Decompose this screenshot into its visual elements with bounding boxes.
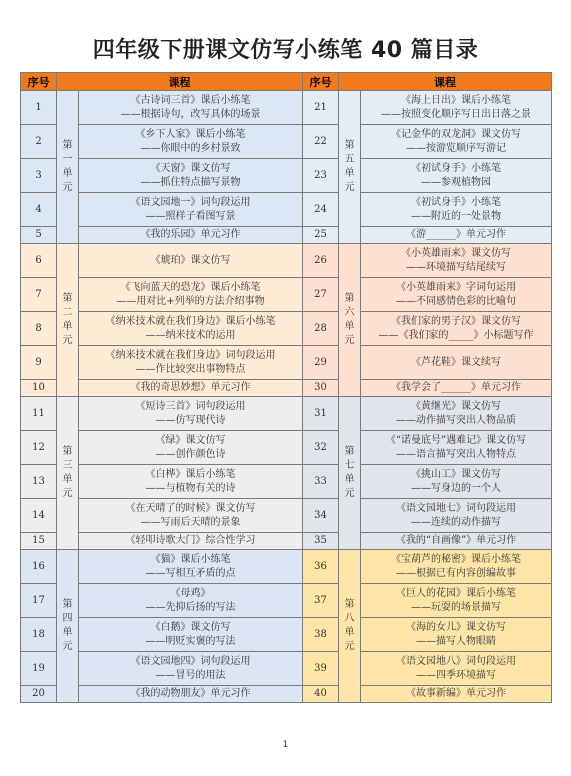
course-cell-left <box>79 533 303 550</box>
header-course-left: 课程 <box>57 73 303 91</box>
course-cell-right <box>361 465 552 499</box>
course-line: ——参观植物园 <box>421 176 491 188</box>
course-line: 《记金华的双龙洞》课文仿写 <box>391 128 521 140</box>
course-line: ——照样子看图写景 <box>145 210 236 222</box>
header-num-right: 序号 <box>303 73 339 91</box>
course-cell-right <box>361 125 552 159</box>
row-number: 19 <box>21 652 57 686</box>
course-line: ——写身边的一个人 <box>411 482 501 494</box>
table-row <box>21 159 552 193</box>
course-line: ——创作颜色诗 <box>155 448 226 460</box>
course-line: 《飞向蓝天的恐龙》课后小练笔 <box>120 281 261 293</box>
course-line: ——按照变化顺序写日出日落之景 <box>381 108 531 120</box>
table-row <box>21 193 552 227</box>
course-line: ——根据已有内容创编故事 <box>396 567 516 579</box>
course-cell-left <box>79 397 303 431</box>
table-row <box>21 533 552 550</box>
row-number: 11 <box>21 397 57 431</box>
row-number: 38 <box>303 618 339 652</box>
course-cell-right <box>361 584 552 618</box>
course-cell-left <box>79 346 303 380</box>
page-number: 1 <box>282 740 289 750</box>
table-row <box>21 618 552 652</box>
unit-label <box>57 244 79 397</box>
table-row <box>21 686 552 703</box>
row-number: 17 <box>21 584 57 618</box>
course-line: 《琥珀》课文仿写 <box>150 254 231 266</box>
unit-label-text: 第三单元 <box>62 446 73 499</box>
course-line: 《古诗词三首》课后小练笔 <box>130 94 251 106</box>
row-number: 4 <box>21 193 57 227</box>
course-line: 《“诺曼底号”遇难记》课文仿写 <box>385 434 527 446</box>
course-line: 《我们家的男子汉》课文仿写 <box>391 315 521 327</box>
row-number: 25 <box>303 227 339 244</box>
unit-label <box>339 397 361 550</box>
unit-label-text: 第一单元 <box>62 140 73 193</box>
course-line: 《我的乐园》单元习作 <box>140 229 241 240</box>
course-line: ——抓住特点描写景物 <box>140 176 241 188</box>
row-number: 6 <box>21 244 57 278</box>
course-line: ——先抑后扬的写法 <box>145 601 236 613</box>
course-line: ——连续的动作描写 <box>411 516 501 528</box>
course-line: 《在天晴了的时候》课文仿写 <box>125 502 256 514</box>
course-line: 《白鹅》课文仿写 <box>150 621 231 633</box>
row-number: 33 <box>303 465 339 499</box>
course-line: 《绿》课文仿写 <box>155 434 226 446</box>
course-line: ——四季环境描写 <box>416 669 496 681</box>
course-line: 《纳米技术就在我们身边》课后小练笔 <box>105 315 276 327</box>
course-line: ——用对比+列举的方法介绍事物 <box>116 295 265 307</box>
course-line: ——语言描写突出人物特点 <box>396 448 516 460</box>
course-line: ——描写人物眼睛 <box>416 635 496 647</box>
header-num-left: 序号 <box>21 73 57 91</box>
table-row <box>21 227 552 244</box>
course-line: 《初试身手》小练笔 <box>411 162 501 174</box>
course-line: ——你眼中的乡村景致 <box>140 142 241 154</box>
table-row <box>21 91 552 125</box>
unit-label <box>57 91 79 244</box>
table-row <box>21 465 552 499</box>
course-line: 《小英雄雨来》课文仿写 <box>401 247 511 259</box>
course-line: 《语文园地八》词句段运用 <box>396 655 516 667</box>
row-number: 5 <box>21 227 57 244</box>
table-row <box>21 380 552 397</box>
course-line: 《初试身手》小练笔 <box>411 196 501 208</box>
course-cell-left <box>79 125 303 159</box>
course-line: 《天窗》课文仿写 <box>150 162 231 174</box>
course-cell-right <box>361 652 552 686</box>
course-line: 《语文园地一》词句段运用 <box>130 196 251 208</box>
row-number: 21 <box>303 91 339 125</box>
course-line: 《语文园地四》词句段运用 <box>130 655 251 667</box>
table-row <box>21 397 552 431</box>
unit-label <box>57 550 79 703</box>
course-cell-right <box>361 686 552 703</box>
row-number: 30 <box>303 380 339 397</box>
course-line: 《轻叩诗歌大门》综合性学习 <box>125 535 256 546</box>
course-cell-right <box>361 91 552 125</box>
course-cell-right <box>361 397 552 431</box>
row-number: 28 <box>303 312 339 346</box>
course-cell-left <box>79 584 303 618</box>
course-cell-left <box>79 652 303 686</box>
course-cell-right <box>361 618 552 652</box>
course-line: 《我的动物朋友》单元习作 <box>130 688 251 699</box>
unit-label-text: 第四单元 <box>62 599 73 652</box>
course-line: 《我学会了______》单元习作 <box>391 382 521 393</box>
table-row <box>21 278 552 312</box>
course-cell-right <box>361 533 552 550</box>
course-cell-right <box>361 431 552 465</box>
course-cell-left <box>79 618 303 652</box>
course-line: 《巨人的花园》课后小练笔 <box>396 587 516 599</box>
table-row <box>21 125 552 159</box>
row-number: 22 <box>303 125 339 159</box>
row-number: 40 <box>303 686 339 703</box>
course-line: 《宝葫芦的秘密》课后小练笔 <box>391 553 521 565</box>
course-cell-right <box>361 227 552 244</box>
row-number: 36 <box>303 550 339 584</box>
unit-label <box>339 244 361 397</box>
course-line: ——动作描写突出人物品质 <box>396 414 516 426</box>
course-line: ——根据诗句，改写具体的场景 <box>120 108 261 120</box>
course-cell-left <box>79 465 303 499</box>
course-line: ——按游览顺序写游记 <box>406 142 506 154</box>
course-cell-left <box>79 380 303 397</box>
toc-table <box>20 72 552 703</box>
row-number: 10 <box>21 380 57 397</box>
row-number: 37 <box>303 584 339 618</box>
course-cell-left <box>79 159 303 193</box>
course-line: ——玩耍的场景描写 <box>411 601 501 613</box>
header-course-right: 课程 <box>339 73 552 91</box>
course-cell-right <box>361 312 552 346</box>
course-cell-left <box>79 193 303 227</box>
row-number: 20 <box>21 686 57 703</box>
course-cell-right <box>361 380 552 397</box>
course-cell-left <box>79 227 303 244</box>
course-cell-left <box>79 686 303 703</box>
course-line: 《小英雄雨来》字词句运用 <box>396 281 516 293</box>
table-row <box>21 550 552 584</box>
course-line: ——不同感情色彩的比喻句 <box>396 295 516 307</box>
row-number: 39 <box>303 652 339 686</box>
row-number: 29 <box>303 346 339 380</box>
table-row <box>21 244 552 278</box>
unit-label-text: 第五单元 <box>344 140 355 193</box>
course-line: ——冒号的用法 <box>155 669 226 681</box>
row-number: 18 <box>21 618 57 652</box>
row-number: 2 <box>21 125 57 159</box>
course-line: ——《我们家的_____》小标题写作 <box>378 329 534 341</box>
course-cell-right <box>361 193 552 227</box>
course-line: ——仿写现代诗 <box>155 414 226 426</box>
course-cell-right <box>361 244 552 278</box>
course-line: 《我的奇思妙想》单元习作 <box>130 382 251 393</box>
course-line: 《海上日出》课后小练笔 <box>401 94 511 106</box>
course-line: 《故事新编》单元习作 <box>406 688 506 699</box>
table-row <box>21 584 552 618</box>
row-number: 13 <box>21 465 57 499</box>
course-cell-right <box>361 499 552 533</box>
course-cell-right <box>361 550 552 584</box>
row-number: 1 <box>21 91 57 125</box>
course-cell-left <box>79 550 303 584</box>
course-line: ——附近的一处景物 <box>411 210 501 222</box>
unit-label-text: 第八单元 <box>344 599 355 652</box>
table-row <box>21 431 552 465</box>
row-number: 15 <box>21 533 57 550</box>
course-line: ——写雨后天晴的景象 <box>140 516 241 528</box>
course-line: 《海的女儿》课文仿写 <box>406 621 506 633</box>
row-number: 27 <box>303 278 339 312</box>
header-row <box>21 73 552 91</box>
row-number: 9 <box>21 346 57 380</box>
course-line: 《短诗三首》词句段运用 <box>135 400 246 412</box>
course-cell-left <box>79 431 303 465</box>
unit-label-text: 第七单元 <box>344 446 355 499</box>
course-line: 《游______》单元习作 <box>406 229 506 240</box>
course-cell-left <box>79 499 303 533</box>
course-line: 《我的“自画像”》单元习作 <box>395 535 517 546</box>
row-number: 24 <box>303 193 339 227</box>
course-line: ——明贬实褒的写法 <box>145 635 236 647</box>
course-line: 《黄继光》课文仿写 <box>411 400 501 412</box>
row-number: 32 <box>303 431 339 465</box>
row-number: 7 <box>21 278 57 312</box>
course-line: 《母鸡》 <box>170 587 211 599</box>
row-number: 3 <box>21 159 57 193</box>
course-line: 《芦花鞋》课文续写 <box>411 356 501 368</box>
course-line: ——与植物有关的诗 <box>145 482 236 494</box>
row-number: 26 <box>303 244 339 278</box>
unit-label-text: 第二单元 <box>62 293 73 346</box>
course-cell-left <box>79 312 303 346</box>
course-cell-left <box>79 91 303 125</box>
course-line: 《乡下人家》课后小练笔 <box>135 128 246 140</box>
course-line: 《纳米技术就在我们身边》词句段运用 <box>105 349 276 361</box>
table-row <box>21 499 552 533</box>
course-line: 《白桦》课后小练笔 <box>145 468 236 480</box>
course-line: ——作比较突出事物特点 <box>135 363 246 375</box>
row-number: 35 <box>303 533 339 550</box>
unit-label-text: 第六单元 <box>344 293 355 346</box>
row-number: 34 <box>303 499 339 533</box>
row-number: 31 <box>303 397 339 431</box>
unit-label <box>339 550 361 703</box>
table-row <box>21 652 552 686</box>
row-number: 14 <box>21 499 57 533</box>
table-row <box>21 312 552 346</box>
course-cell-right <box>361 159 552 193</box>
page-title: 四年级下册课文仿写小练笔 40 篇目录 <box>92 38 479 63</box>
unit-label <box>339 91 361 244</box>
course-cell-right <box>361 346 552 380</box>
row-number: 12 <box>21 431 57 465</box>
row-number: 8 <box>21 312 57 346</box>
unit-label <box>57 397 79 550</box>
row-number: 23 <box>303 159 339 193</box>
course-line: ——纳米技术的运用 <box>145 329 236 341</box>
course-line: 《猫》课后小练笔 <box>150 553 231 565</box>
course-line: ——写相互矛盾的点 <box>145 567 236 579</box>
course-line: 《语文园地七》词句段运用 <box>396 502 516 514</box>
course-line: 《挑山工》课文仿写 <box>411 468 501 480</box>
course-cell-left <box>79 278 303 312</box>
course-cell-right <box>361 278 552 312</box>
row-number: 16 <box>21 550 57 584</box>
table-row <box>21 346 552 380</box>
course-cell-left <box>79 244 303 278</box>
course-line: ——环境描写结尾续写 <box>406 261 506 273</box>
